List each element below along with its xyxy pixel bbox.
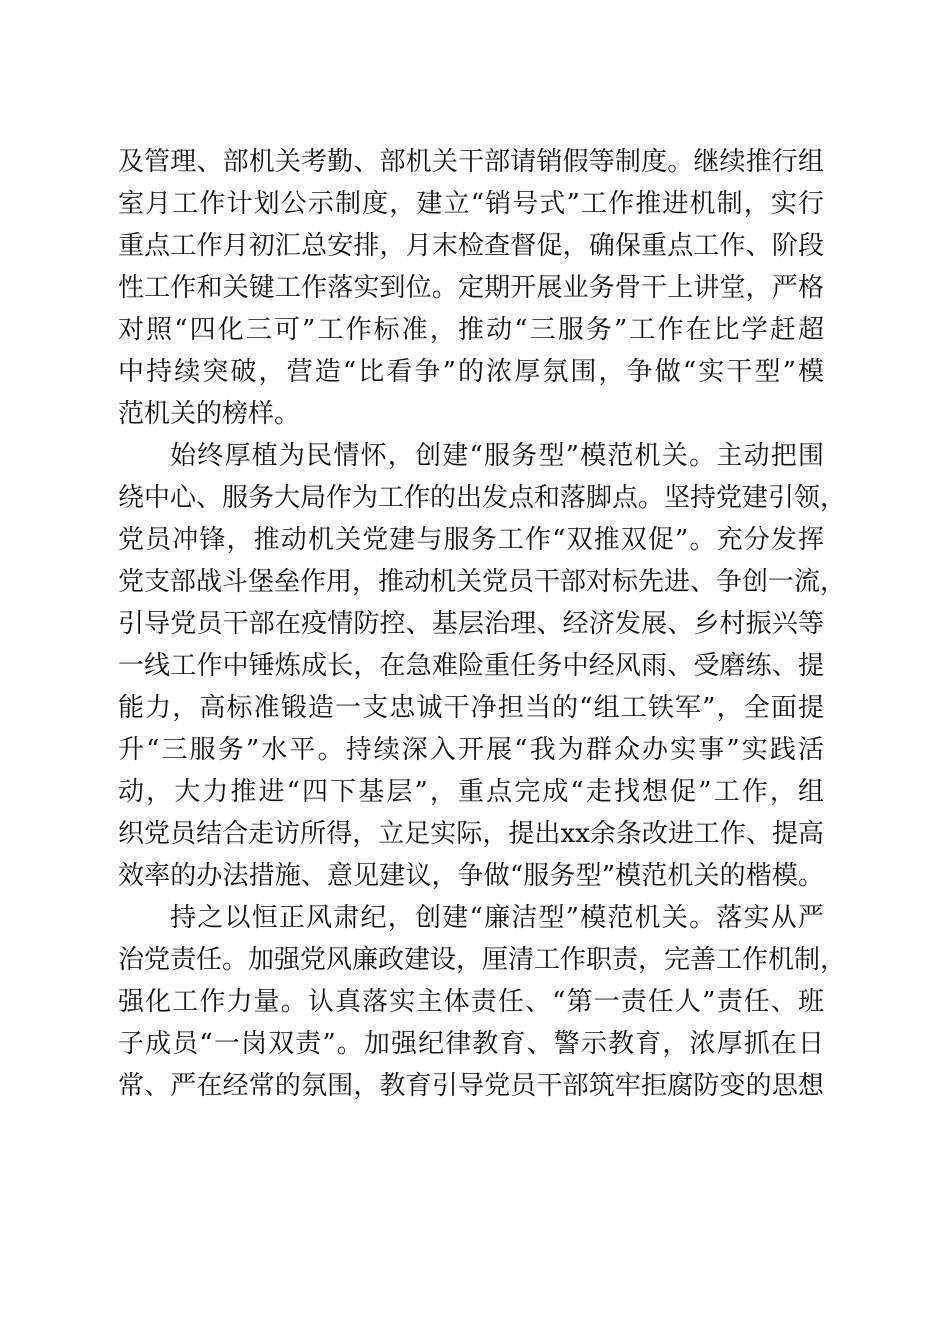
text-line: [0, 142, 950, 182]
text-line: [0, 226, 950, 266]
text-line: [0, 1066, 950, 1106]
text-line: [0, 940, 950, 980]
text-line: [0, 562, 950, 602]
text-line-content: 一线工作中锤炼成长，在急难险重任务中经风雨、受磨练、提: [118, 651, 824, 681]
text-line-content: 室月工作计划公示制度，建立“销号式”工作推进机制，实行: [118, 189, 824, 219]
text-line-content: 党支部战斗堡垒作用，推动机关党员干部对标先进、争创一流，: [118, 567, 847, 597]
text-line-content: 及管理、部机关考勤、部机关干部请销假等制度。继续推行组: [118, 147, 824, 177]
text-line: [0, 604, 950, 644]
text-line-content: 对照“四化三可”工作标准，推动“三服务”工作在比学赶超: [118, 315, 824, 345]
text-line-content: 子成员“一岗双责”。加强纪律教育、警示教育，浓厚抓在日: [118, 1029, 824, 1059]
text-line: [0, 520, 950, 560]
text-line: [0, 478, 950, 518]
text-line-content: 动，大力推进“四下基层”，重点完成“走找想促”工作，组: [118, 777, 824, 807]
text-line: [0, 772, 950, 812]
text-line: [0, 268, 950, 308]
text-line: [0, 730, 950, 770]
text-line: [0, 310, 950, 350]
text-line-content: 升“三服务”水平。持续深入开展“我为群众办实事”实践活: [118, 735, 824, 765]
text-line-content: 范机关的榜样。: [118, 399, 301, 429]
text-line: [0, 814, 950, 854]
text-line-content: 重点工作月初汇总安排，月末检查督促，确保重点工作、阶段: [118, 231, 824, 261]
text-line: [0, 394, 950, 434]
text-line-content: 始终厚植为民情怀，创建“服务型”模范机关。主动把围: [170, 441, 824, 471]
text-line: [0, 352, 950, 392]
text-line-content: 强化工作力量。认真落实主体责任、“第一责任人”责任、班: [118, 987, 824, 1017]
text-line: [0, 646, 950, 686]
text-line: [0, 1024, 950, 1064]
text-line-content: 中持续突破，营造“比看争”的浓厚氛围，争做“实干型”模: [118, 357, 824, 387]
text-line-content: 党员冲锋，推动机关党建与服务工作“双推双促”。充分发挥: [118, 525, 824, 555]
text-line-content: 效率的办法措施、意见建议，争做“服务型”模范机关的楷模。: [118, 861, 824, 891]
text-line: [0, 856, 950, 896]
text-line-content: 持之以恒正风肃纪，创建“廉洁型”模范机关。落实从严: [170, 903, 824, 933]
paragraph-first-line: [0, 436, 950, 476]
text-line-content: 常、严在经常的氛围，教育引导党员干部筑牢拒腐防变的思想: [118, 1071, 824, 1101]
text-line-content: 绕中心、服务大局作为工作的出发点和落脚点。坚持党建引领，: [118, 483, 847, 513]
text-line-content: 治党责任。加强党风廉政建设，厘清工作职责，完善工作机制，: [118, 945, 847, 975]
text-line-content: 能力，高标准锻造一支忠诚干净担当的“组工铁军”，全面提: [118, 693, 824, 723]
text-line: [0, 982, 950, 1022]
text-line-content: 织党员结合走访所得，立足实际，提出xx余条改进工作、提高: [118, 819, 824, 849]
text-line-content: 性工作和关键工作落实到位。定期开展业务骨干上讲堂，严格: [118, 273, 824, 303]
text-line: [0, 184, 950, 224]
text-line-content: 引导党员干部在疫情防控、基层治理、经济发展、乡村振兴等: [118, 609, 824, 639]
paragraph-first-line: [0, 898, 950, 938]
text-line: [0, 688, 950, 728]
